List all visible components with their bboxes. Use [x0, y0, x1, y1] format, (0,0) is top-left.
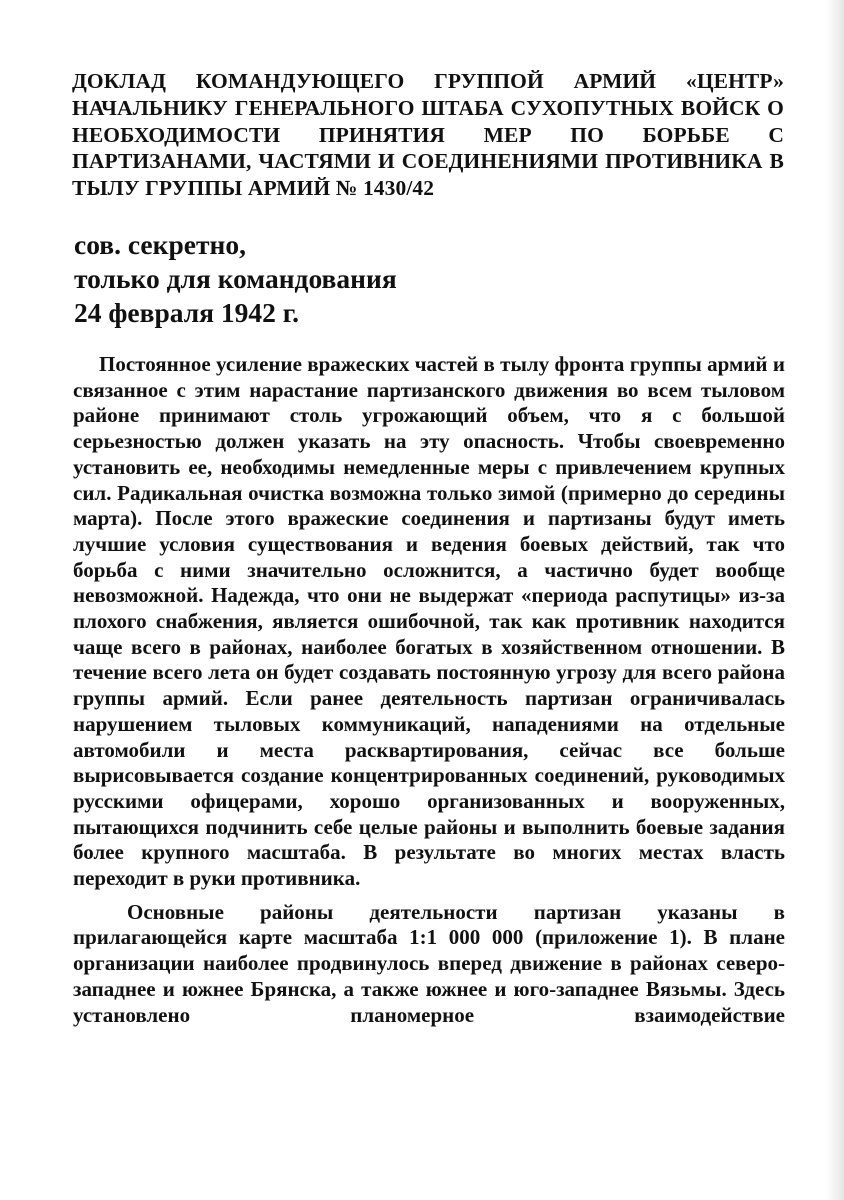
document-body: [73, 352, 785, 1028]
distribution-note: только для командования: [74, 263, 397, 294]
document-date: 24 февраля 1942 г.: [74, 297, 300, 328]
classification-stamp: сов. секретно,: [74, 229, 246, 260]
page-edge-shadow: [826, 0, 844, 1200]
body-paragraph-1: Постоянное усиление вражеских частей в тылу фронта группы армий и связанное с этим нарастание партизанского движения во всем тыловом районе принимают столь угрожающий объем, что я с большой серьезностью должен указать на эту опасность. Чтобы своевременно установить ее, необходимы немедленные меры с привлечением крупных сил. Радикальная очистка возможна только зимой (примерно до середины марта). После этого вражеские соединения и партизаны будут иметь лучшие условия существования и ведения боевых действий, так что борьба с ними значительно осложнится, а частично будет вообще невозможной. Надежда, что они не выдержат «периода распутицы» из-за плохого снабжения, является ошибочной, так как противник находится чаще всего в районах, наиболее богатых в хозяйственном отношении. В течение всего лета он будет создавать постоянную угрозу для всего района группы армий. Если ранее деятельность партизан ограничивалась нарушением тыловых коммуникаций, нападениями на отдельные автомобили и места расквартирования, сейчас все больше вырисовывается создание концентрированных соединений, руководимых русскими офицерами, хорошо организованных и вооруженных, пытающихся подчинить себе целые районы и выполнить боевые задания более крупного масштаба. В результате во многих местах власть переходит в руки противника.: [73, 352, 785, 891]
body-paragraph-2: Основные районы деятельности партизан указаны в прилагающейся карте масштаба 1:1 000 000 (приложение 1). В плане организации наиболее продвинулось вперед движение в районах северо-западнее и южнее Брянска, а также южнее и юго-западнее Вязьмы. Здесь установлено планомерное взаимодействие: [73, 899, 785, 1027]
document-title: ДОКЛАД КОМАНДУЮЩЕГО ГРУППОЙ АРМИЙ «ЦЕНТР» НАЧАЛЬНИКУ ГЕНЕРАЛЬНОГО ШТАБА СУХОПУТНЫХ ВОЙСК О НЕОБХОДИМОСТИ ПРИНЯТИЯ МЕР ПО БОРЬБЕ С ПАРТИЗАНАМИ, ЧАСТЯМИ И СОЕДИНЕНИЯМИ ПРОТИВНИКА В ТЫЛУ ГРУППЫ АРМИЙ № 1430/42: [72, 69, 784, 201]
document-header-block: [74, 228, 674, 330]
